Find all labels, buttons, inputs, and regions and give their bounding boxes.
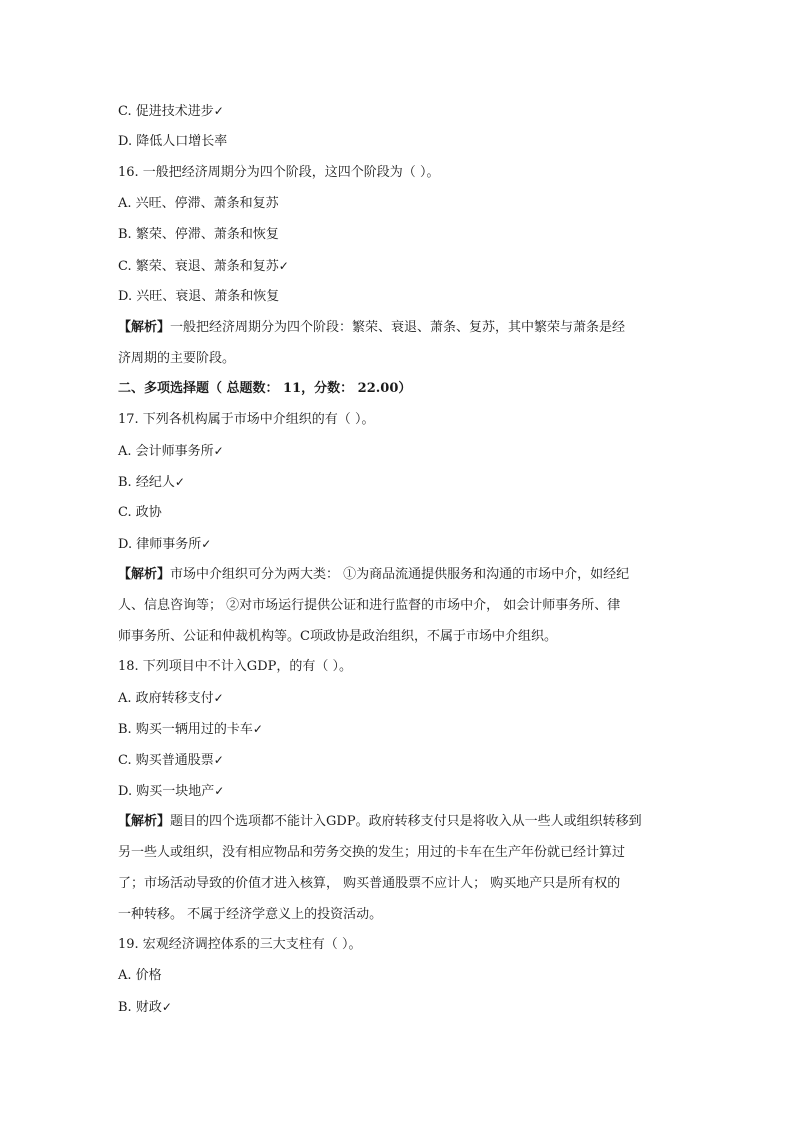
checkmark-icon: ✓ — [174, 475, 185, 489]
q16-analysis: 【解析】一般把经济周期分为四个阶段：繁荣、衰退、萧条、复苏，其中繁荣与萧条是经 济周期的主要阶段。 — [118, 320, 626, 366]
q17-option-a: A. 会计师事务所✓ — [118, 444, 224, 459]
checkmark-icon: ✓ — [213, 691, 224, 705]
q17-analysis: 【解析】市场中介组织可分为两大类： ①为商品流通提供服务和沟通的市场中介，如经纪 人、信息咨询等； ②对市场运行提供公证和进行监督的市场中介， 如会计师事务所、律 师事务所、公证和仲裁机构等。C项政协是政治组织，不属于市场中介组织。 — [118, 567, 630, 644]
q19-option-a: A. 价格 — [118, 968, 162, 983]
q18-analysis: 【解析】题目的四个选项都不能计入GDP。政府转移支付只是将收入从一些人或组织转移到 另一些人或组织，没有相应物品和劳务交换的发生；用过的卡车在生产年份就已经计算过 了；市场活动导致的价值才进入核算， 购买普通股票不应计人； 购买地产只是所有权的 一种转移。 不属于经济学意义上的投资活动。 — [118, 814, 642, 922]
q18-option-c: C. 购买普通股票✓ — [118, 753, 224, 768]
q17-option-b: B. 经纪人✓ — [118, 475, 185, 490]
checkmark-icon: ✓ — [161, 1000, 172, 1014]
q18-option-d: D. 购买一块地产✓ — [118, 784, 225, 799]
q15-option-d: D. 降低人口增长率 — [118, 134, 228, 149]
q17-option-d: D. 律师事务所✓ — [118, 537, 212, 552]
q19-stem: 19. 宏观经济调控体系的三大支柱有（ ）。 — [118, 937, 362, 952]
q19-option-b: B. 财政✓ — [118, 1000, 172, 1015]
checkmark-icon: ✓ — [213, 444, 224, 458]
q16-stem: 16. 一般把经济周期分为四个阶段，这四个阶段为（ ）。 — [118, 165, 440, 180]
analysis-label: 【解析】 — [118, 320, 171, 335]
analysis-label: 【解析】 — [118, 814, 171, 829]
q15-option-c: C. 促进技术进步✓ — [118, 104, 224, 119]
q16-option-a: A. 兴旺、停滞、萧条和复苏 — [118, 196, 279, 211]
q16-option-c: C. 繁荣、衰退、萧条和复苏✓ — [118, 259, 289, 274]
q17-stem: 17. 下列各机构属于市场中介组织的有（ ）。 — [118, 412, 375, 427]
q16-option-b: B. 繁荣、停滞、萧条和恢复 — [118, 227, 279, 242]
section-heading-multiple-choice: 二、多项选择题（ 总题数： 11，分数： 22.00） — [118, 381, 412, 396]
checkmark-icon: ✓ — [278, 259, 289, 273]
q18-stem: 18. 下列项目中不计入GDP，的有（ ）。 — [118, 659, 352, 674]
q17-option-c: C. 政协 — [118, 505, 162, 520]
q18-option-a: A. 政府转移支付✓ — [118, 691, 224, 706]
checkmark-icon: ✓ — [213, 753, 224, 767]
q16-option-d: D. 兴旺、衰退、萧条和恢复 — [118, 289, 280, 304]
document-page — [118, 101, 678, 1028]
checkmark-icon: ✓ — [201, 537, 212, 551]
checkmark-icon: ✓ — [213, 104, 224, 118]
q18-option-b: B. 购买一辆用过的卡车✓ — [118, 722, 263, 737]
checkmark-icon: ✓ — [252, 722, 263, 736]
analysis-label: 【解析】 — [118, 567, 171, 582]
checkmark-icon: ✓ — [214, 784, 225, 798]
